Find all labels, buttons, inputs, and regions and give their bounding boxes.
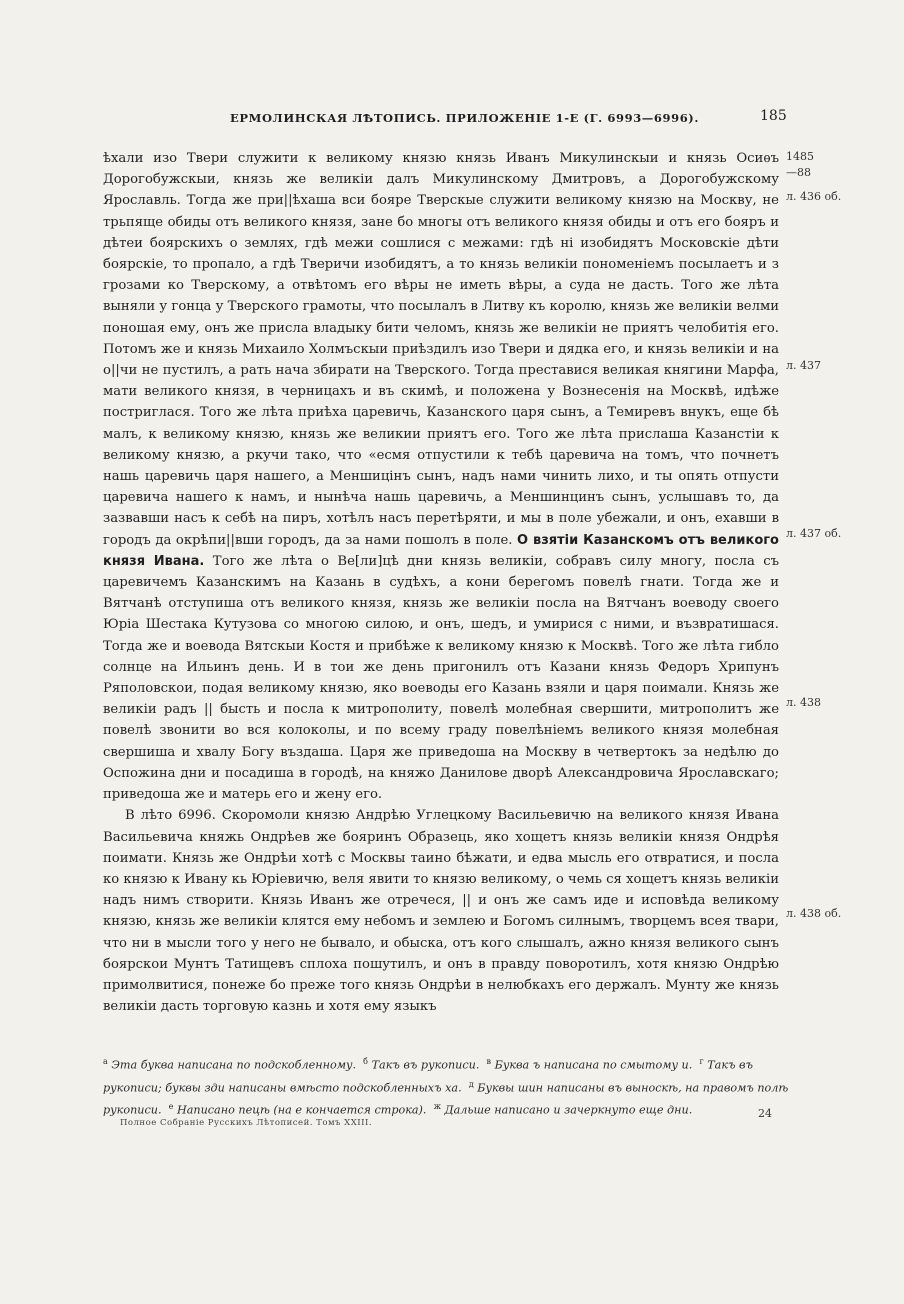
main-text <box>103 148 779 1017</box>
running-header <box>0 107 904 131</box>
footnote-g: Такъ въ рукописи; буквы зди написаны вмѣсто подскобленныхъ ха. <box>103 1058 754 1095</box>
footnote-a: Эта буква написана по подскобленному. <box>111 1058 357 1072</box>
footnote-v: Буква ъ написана по смытому и. <box>494 1058 693 1072</box>
paragraph-2: В лѣто 6996. Скоромоли князю Андрѣю Углецкому Васильевичю на великого князя Ивана Васильевича княжь Ондрѣев же бояринъ Образець, яко хощетъ князь великіи князя Ондрѣя поимати. Князь же Ондрѣи хотѣ с Москвы таино бѣжати, и едва мысль его отвратися, и посла ко князю к Ивану кь Юріевичю, веля явити то князю великому, о чемь ся хощетъ князь великіи надъ нимъ створити. Князь Иванъ же отречеся, || и онъ же самъ иде и исповѣда великому князю, князь же великіи клятся ему небомъ и землею и Богомъ силнымъ, творцемъ всея твари, что ни в мысли того у него не бывало, и обыска, отъ кого слышалъ, ажно князя великого сынъ боярскои Мунтъ Татищевъ сплоха пошутилъ, и онъ в правду поворотилъ, хотя князю Ондрѣю примолвитися, понеже бо преже того князь Ондрѣи в нелюбкахъ его держалъ. Мунту же князь великіи дасть торговую казнь и хотя ему языкъ <box>103 808 779 1015</box>
paragraph-1-text: ѣхали изо Твери служити к великому князю князь Иванъ Микулинскыи и князь Осиѳъ Дорогобужскыи, князь же великіи далъ Микулинскому Дмитровъ, а Дорогобужскому Ярославль. Тогда же при||ѣхаша вси бояре Тверскые служити великому князю на Москву, не трьпяще обиды отъ великого князя, зане бо многы отъ великого князя обиды и отъ его бояръ и дѣтеи боярскихъ о землях, гдѣ межи сошлися с межами: гдѣ ні изобидятъ Московскіе дѣти боярскіе, то пропало, а гдѣ Тверичи изобидятъ, а то князь великіи пономеніемъ посылаетъ и з грозами ко Тверскому, а отвѣтомъ его вѣры не иметь вѣры, а суда не дасть. Того же лѣта выняли у гонца у Тверского грамоты, что посылалъ в Литву къ королю, князь же великіи велми поношая ему, онъ же присла владыку бити челомъ, князь же великіи не приятъ челобитія его. Потомъ же и князь Михаило Холмъскыи приѣздилъ изо Твери и дядка его, и князь великіи и на о||чи не пустилъ, а рать нача збирати на Тверского. Тогда преставися великая княгини Марфа, мати великого князя, в черницахъ и въ скимѣ, и положена у Вознесенія на Москвѣ, идѣже постриглася. Того же лѣта приѣха царевичь, Казанского царя сынъ, а Темиревъ внукъ, еще бѣ малъ, к великому князю, князь же великии приятъ его. Того же лѣта прислаша Казанстіи к великому князю, а ркучи тако, что «есмя отпустили к тебѣ царевича на томъ, что почнетъ нашь царевичь царя нашего, а Меншицінъ сынъ, надъ нами чинить лихо, и ты опять отпусти царевича нашего к намъ, и нынѣча нашь царевичь, а Меншинцинъ сынъ, услышавъ то, да зазвавши насъ к себѣ на пиръ, хотѣлъ насъ перетѣряти, и мы в поле убежали, и онъ, ехавши в городъ да окрѣпи||вши городъ, да за нами пошолъ в поле. <box>103 151 779 548</box>
margin-note-folio: л. 437 об. <box>786 527 842 540</box>
page-number: 185 <box>760 108 787 124</box>
footnotes: $^а$ Эта буква написана по подскобленному. $^б$ Такъ въ рукописи. $^в$ Буква ъ написана по смытому и. $^г$ Такъ въ рукописи; буквы зди написаны вмѣсто подскобленныхъ ха. $^д$ Буквы шин написаны въ выноскѣ, на правомъ полѣ рукописи. $^е$ Написано пецѣ (на е кончается строка). $^ж$ Дальше написано и зачеркнуто еще дни. <box>103 1057 789 1118</box>
paragraph-1 <box>103 148 779 805</box>
imprint: Полное Собраніе Русскихъ Лѣтописей. Томъ XXIII. <box>120 1118 373 1128</box>
margin-note-year-range: —88 <box>786 166 811 179</box>
footnote-d: Буквы шин написаны въ выноскѣ, на правомъ полѣ рукописи. <box>103 1081 789 1118</box>
margin-note-folio: л. 436 об. <box>786 190 842 203</box>
footnote-e: Написано пецѣ (на е кончается строка). <box>176 1104 427 1118</box>
margin-note-folio: л. 438 об. <box>786 907 842 920</box>
inline-heading: О взятіи Казанскомъ отъ великого князя Ивана. <box>103 532 779 569</box>
margin-note-folio: л. 438 <box>786 696 821 709</box>
running-title: ЕРМОЛИНСКАЯ ЛѢТОПИСЬ. ПРИЛОЖЕНІЕ 1-Е (Г. 6993—6996). <box>230 111 699 125</box>
paragraph-1-continuation: Того же лѣта о Ве[ли]цѣ дни князь великіи, собравъ силу многу, посла съ царевичемъ Казанскимъ на Казань в судѣхъ, а кони берегомъ повелѣ гнати. Тогда же и Вятчанѣ отступиша отъ великого князя, князь же великіи посла на Вятчанъ воеводу своего Юріа Шестака Кутузова со многою силою, и онъ, шедъ, и умирися с ними, и възвратишася. Тогда же и воевода Вятскыи Костя и прибѣже к великому князю к Москвѣ. Того же лѣта гибло солнце на Ильинъ день. И в тои же день пригонилъ отъ Казани князь Федоръ Хрипунъ Ряполовскои, подая великому князю, яко воеводы его Казань взяли и царя поимали. Князь же великіи радъ || бысть и посла к митрополиту, повелѣ молебная свершити, митрополитъ же повелѣ звонити во вся колоколы, и по всему граду повелѣніемъ великого князя молебная свершиша и хвалу Богу въздаша. Царя же приведоша на Москву в четвертокъ за недѣлю до Оспожина дни и посадиша в городѣ, на княжо Данилове дворѣ Александровича Ярославскаго; приведоша же и матерь его и жену его. <box>103 553 779 803</box>
margin-note-year: 1485 <box>786 150 814 163</box>
footnote-b: Такъ въ рукописи. <box>371 1058 480 1072</box>
signature-mark: 24 <box>758 1107 772 1120</box>
margin-note-folio: л. 437 <box>786 359 821 372</box>
footnote-zh: Дальше написано и зачеркнуто еще дни. <box>444 1104 693 1118</box>
